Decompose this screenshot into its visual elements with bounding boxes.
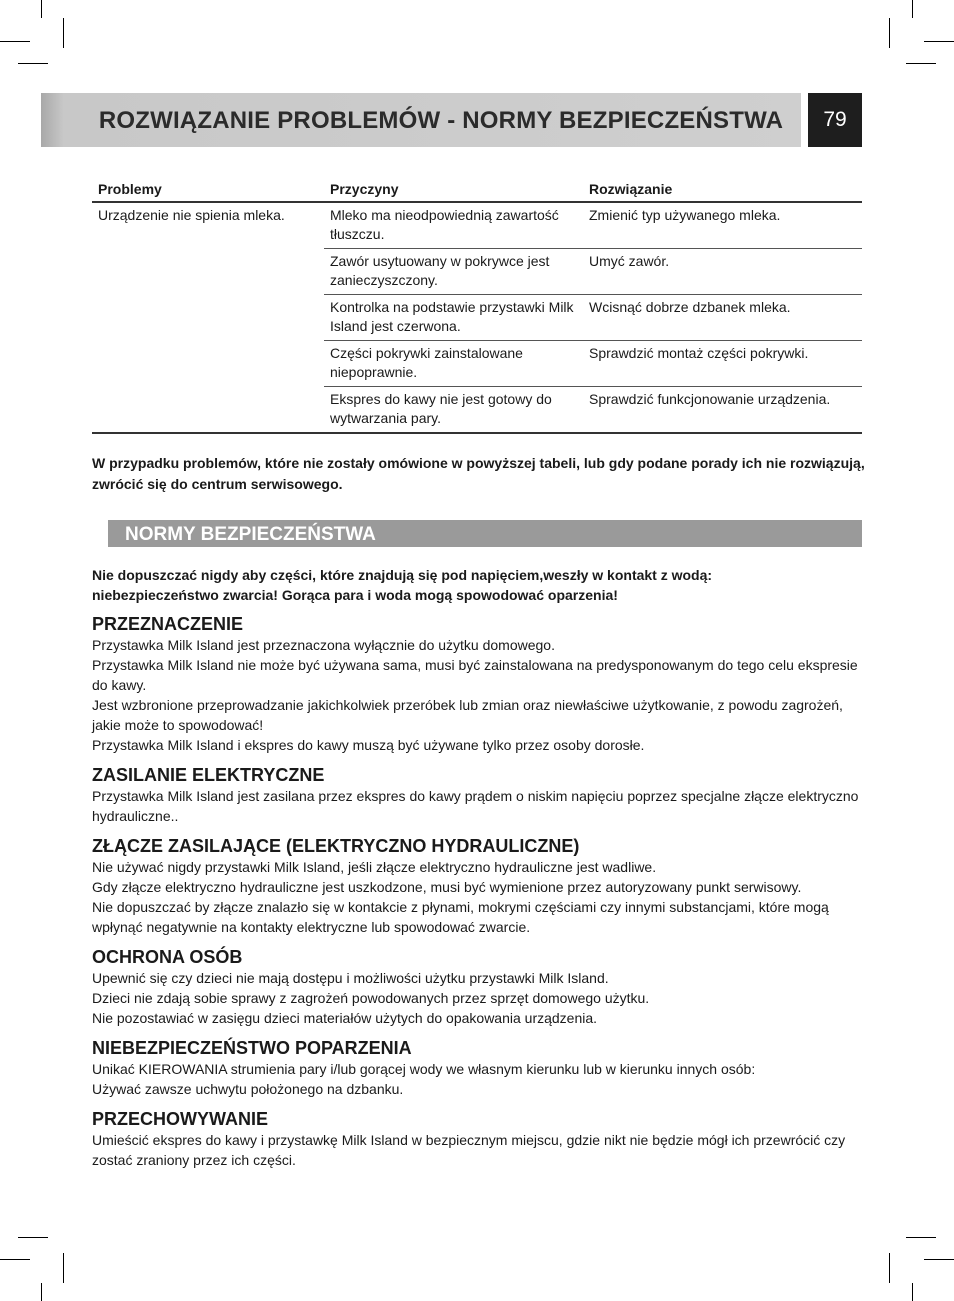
crop-mark (41, 1283, 42, 1301)
crop-mark (912, 0, 913, 18)
section-burn-hazard (92, 1037, 867, 1099)
crop-mark (63, 1253, 64, 1283)
cause-cell: Kontrolka na podstawie przystawki Milk Island jest czerwona. (324, 295, 583, 341)
paragraph: Używać zawsze uchwytu położonego na dzbanku. (92, 1081, 404, 1097)
cause-cell: Mleko ma nieodpowiednią zawartość tłuszczu. (324, 202, 583, 249)
section-header (108, 520, 862, 547)
column-header-causes: Przyczyny (324, 178, 583, 202)
section-title: NORMY BEZPIECZEŃSTWA (125, 524, 376, 545)
table-header-row (92, 178, 862, 202)
section-connector (92, 835, 867, 937)
table-row (92, 202, 862, 249)
paragraph: Nie pozostawiać w zasięgu dzieci materiałów użytych do opakowania urządzenia. (92, 1010, 598, 1026)
section-personal-protection (92, 946, 867, 1028)
column-header-problems: Problemy (92, 178, 324, 202)
cause-cell: Ekspres do kawy nie jest gotowy do wytwarzania pary. (324, 387, 583, 434)
crop-mark (41, 0, 42, 18)
crop-mark (0, 1259, 30, 1260)
safety-warning (92, 565, 867, 605)
solution-cell: Wcisnąć dobrze dzbanek mleka. (583, 295, 862, 341)
safety-content (92, 565, 867, 1179)
crop-mark (924, 41, 954, 42)
warning-line: Nie dopuszczać nigdy aby części, które znajdują się pod napięciem,weszły w kontakt z wodą: (92, 567, 713, 583)
service-note: W przypadku problemów, które nie zostały omówione w powyższej tabeli, lub gdy podane porady ich nie rozwiązują, zwrócić się do centrum serwisowego. (92, 455, 865, 492)
section-intended-use (92, 613, 867, 755)
paragraph: Umieścić ekspres do kawy i przystawkę Milk Island w bezpiecznym miejscu, gdzie nikt nie będzie mógł ich przewrócić czy zostać zraniony przez ich części. (92, 1132, 846, 1168)
paragraph: Upewnić się czy dzieci nie mają dostępu i możliwości użytku przystawki Milk Island. (92, 970, 609, 986)
crop-mark (18, 1237, 48, 1238)
crop-mark (889, 18, 890, 48)
paragraph: Unikać KIEROWANIA strumienia pary i/lub gorącej wody we własnym kierunku lub w kierunku innych osób: (92, 1061, 756, 1077)
page-header (41, 93, 801, 147)
solution-cell: Sprawdzić montaż części pokrywki. (583, 341, 862, 387)
section-heading: OCHRONA OSÓB (92, 947, 243, 967)
section-heading: NIEBEZPIECZEŃSTWO POPARZENIA (92, 1038, 412, 1058)
problem-cell (92, 202, 324, 433)
paragraph: Przystawka Milk Island i ekspres do kawy muszą być używane tylko przez osoby dorosłe. (92, 737, 645, 753)
cause-cell: Zawór usytuowany w pokrywce jest zanieczyszczony. (324, 249, 583, 295)
page-number: 79 (808, 93, 862, 147)
section-storage (92, 1108, 867, 1170)
section-heading: PRZECHOWYWANIE (92, 1109, 269, 1129)
section-heading: ZASILANIE ELEKTRYCZNE (92, 765, 325, 785)
paragraph: Przystawka Milk Island jest przeznaczona wyłącznie do użytku domowego. (92, 637, 555, 653)
crop-mark (912, 1283, 913, 1301)
cause-cell: Części pokrywki zainstalowane niepoprawnie. (324, 341, 583, 387)
solution-cell: Zmienić typ używanego mleka. (583, 202, 862, 249)
problem-text: Urządzenie nie spienia mleka. (98, 207, 285, 223)
section-heading: PRZEZNACZENIE (92, 614, 244, 634)
troubleshooting-table (92, 178, 862, 434)
section-heading: ZŁĄCZE ZASILAJĄCE (ELEKTRYCZNO HYDRAULICZNE) (92, 836, 580, 856)
crop-mark (18, 63, 48, 64)
crop-mark (889, 1253, 890, 1283)
paragraph: Dzieci nie zdają sobie sprawy z zagrożeń powodowanych przez sprzęt domowego użytku. (92, 990, 650, 1006)
paragraph: Jest wzbronione przeprowadzanie jakichkolwiek przeróbek lub zmian oraz niewłaściwe użytkowanie, z powodu zagrożeń, jakie może to spowodować! (92, 697, 843, 733)
paragraph: Nie dopuszczać by złącze znalazło się w kontakcie z płynami, mokrymi częściami czy innymi substancjami, które mogą wpłynąć negatywnie na kontakty elektryczne lub spowodować zwarcie. (92, 899, 829, 935)
crop-mark (906, 1237, 936, 1238)
paragraph: Gdy złącze elektryczno hydrauliczne jest uszkodzone, musi być wymienione przez autoryzowany punkt serwisowy. (92, 879, 802, 895)
crop-mark (0, 41, 30, 42)
paragraph: Nie używać nigdy przystawki Milk Island, jeśli złącze elektryczno hydrauliczne jest wadliwe. (92, 859, 657, 875)
crop-mark (906, 63, 936, 64)
section-power-supply (92, 764, 867, 826)
warning-line: niebezpieczeństwo zwarcia! Gorąca para i woda mogą spowodować oparzenia! (92, 587, 618, 603)
paragraph: Przystawka Milk Island jest zasilana przez ekspres do kawy prądem o niskim napięciu poprzez specjalne złącze elektryczno hydrauliczne.. (92, 788, 859, 824)
solution-cell: Sprawdzić funkcjonowanie urządzenia. (583, 387, 862, 434)
crop-mark (63, 18, 64, 48)
page-title: ROZWIĄZANIE PROBLEMÓW - NORMY BEZPIECZEŃSTWA (98, 107, 784, 134)
crop-mark (924, 1259, 954, 1260)
solution-cell: Umyć zawór. (583, 249, 862, 295)
column-header-solutions: Rozwiązanie (583, 178, 862, 202)
paragraph: Przystawka Milk Island nie może być używana sama, musi być zainstalowana na predysponowanym do tego celu ekspresie do kawy. (92, 657, 858, 693)
